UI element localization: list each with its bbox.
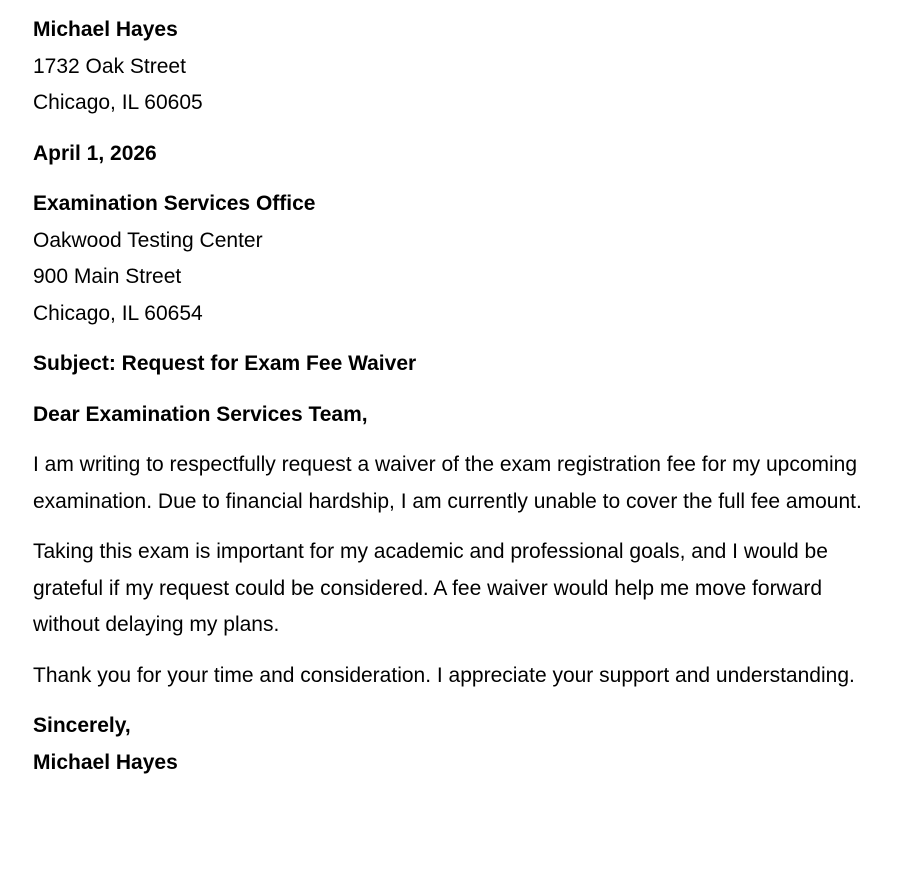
sender-address-line-1: 1732 Oak Street [33,54,186,78]
sender-block [33,12,862,122]
date-block [33,136,862,173]
body-paragraph-2: Taking this exam is important for my academic and professional goals, and I would be grateful if my request could be considered. A fee waiver would help me move forward without delaying my plans. [33,540,828,636]
subject-line: Subject: Request for Exam Fee Waiver [33,352,417,375]
recipient-address-line-3: Chicago, IL 60654 [33,301,203,325]
sender-name: Michael Hayes [33,18,178,41]
salutation-block [33,397,862,434]
body-paragraph-1: I am writing to respectfully request a waiver of the exam registration fee for my upcoming examination. Due to financial hardship, I am currently unable to cover the full fee amount. [33,453,862,513]
signature-line: Michael Hayes [33,750,178,774]
recipient-name: Examination Services Office [33,192,316,215]
subject-block [33,346,862,383]
sender-address-line-2: Chicago, IL 60605 [33,91,203,114]
closing-block [33,708,862,781]
letter-date: April 1, 2026 [33,141,157,165]
recipient-block [33,186,862,332]
valediction-line: Sincerely, [33,714,131,737]
salutation-line: Dear Examination Services Team, [33,402,368,426]
recipient-address-line-1: Oakwood Testing Center [33,228,263,252]
recipient-address-line-2: 900 Main Street [33,265,182,288]
body-paragraph-3: Thank you for your time and consideration. I appreciate your support and understanding. [33,663,855,687]
